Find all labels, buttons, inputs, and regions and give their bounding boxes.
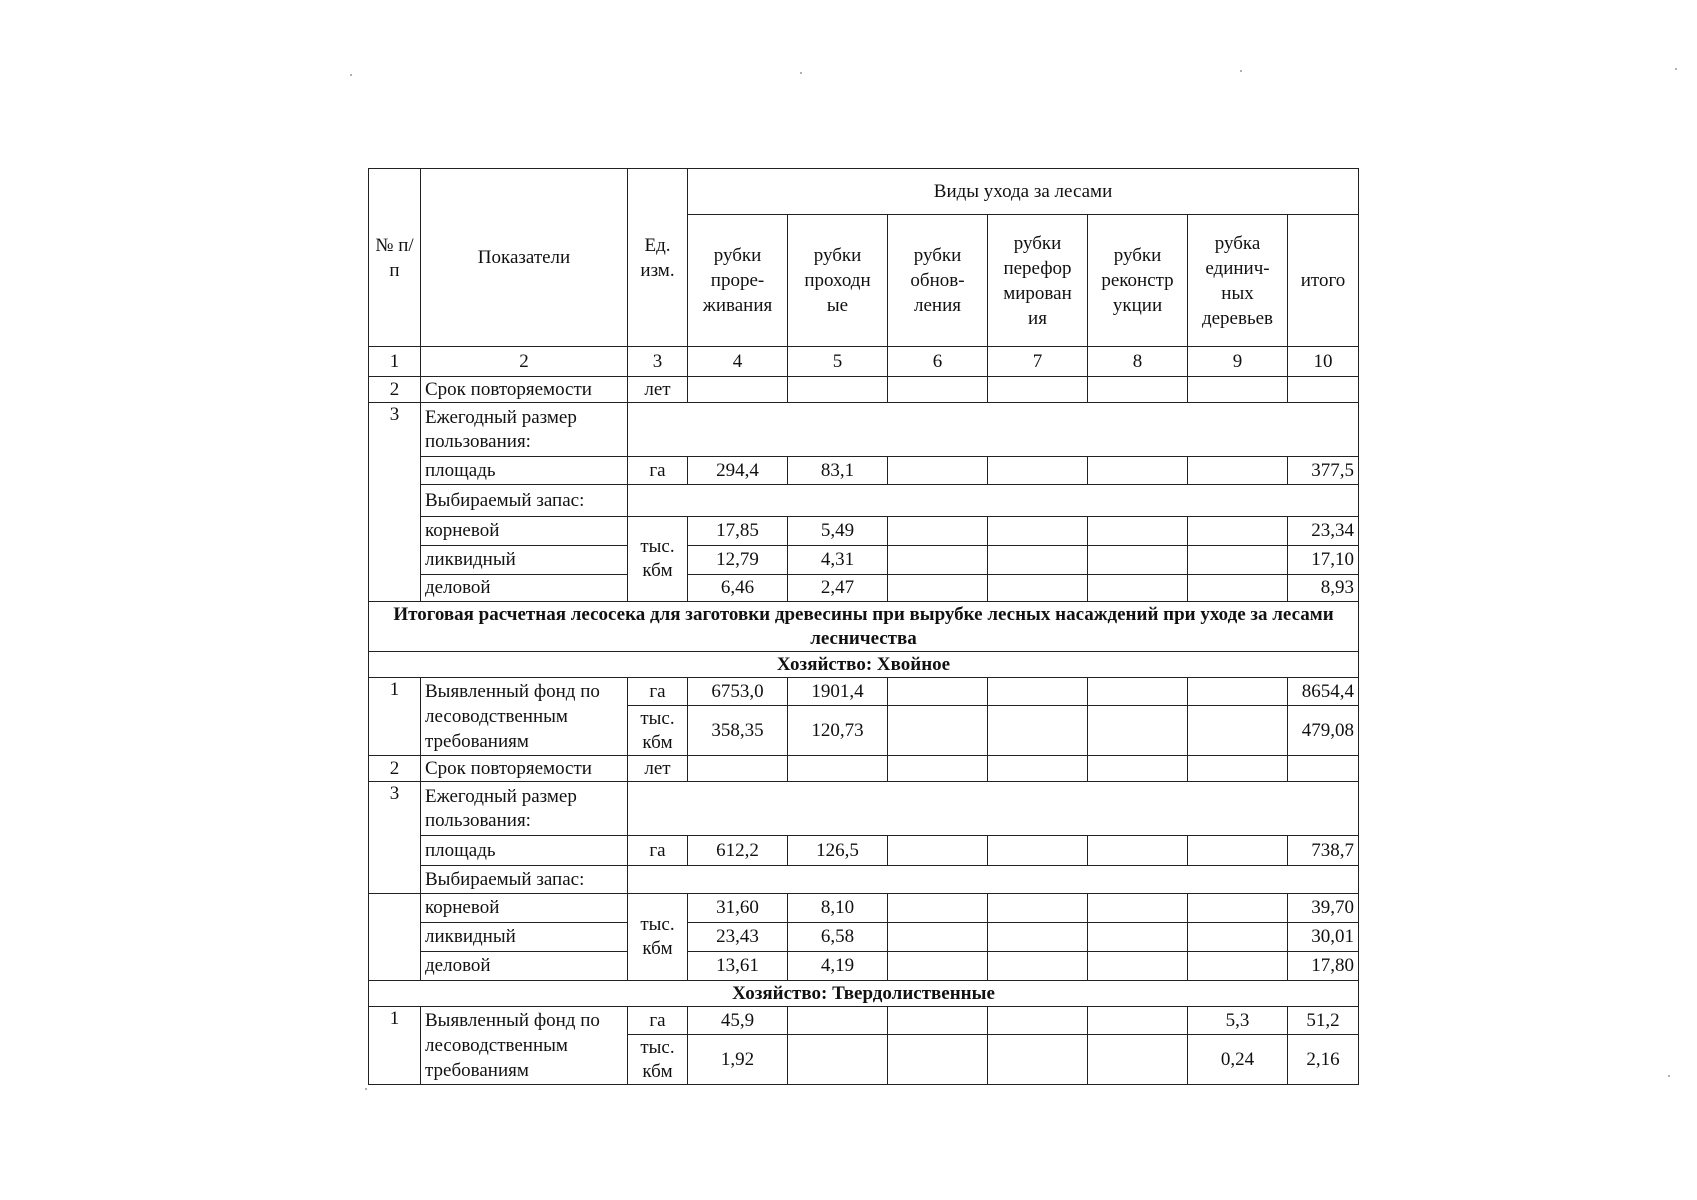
value-cell: 120,73	[788, 706, 888, 756]
row-label: Выбираемый запас:	[421, 485, 628, 517]
row-unit: га	[628, 1007, 688, 1035]
value-cell: 83,1	[788, 457, 888, 485]
value-cell: 1,92	[688, 1035, 788, 1085]
table-row	[369, 546, 1359, 575]
row-number: 1	[369, 1007, 421, 1085]
scan-speck	[800, 72, 802, 74]
value-cell: 4,31	[788, 546, 888, 575]
table-row	[369, 952, 1359, 981]
total-cell: 17,10	[1288, 546, 1359, 575]
row-label: площадь	[421, 457, 628, 485]
value-cell: 5,49	[788, 517, 888, 546]
value-cell: 6753,0	[688, 678, 788, 706]
header-type-single-trees: рубка единич- ных деревьев	[1188, 215, 1288, 347]
col-number: 4	[688, 347, 788, 377]
row-unit: тыс. кбм	[628, 706, 688, 756]
col-number: 10	[1288, 347, 1359, 377]
scan-speck	[1675, 68, 1677, 70]
total-cell: 17,80	[1288, 952, 1359, 981]
row-label: деловой	[421, 575, 628, 602]
row-unit: тыс. кбм	[628, 517, 688, 602]
total-cell: 377,5	[1288, 457, 1359, 485]
header-group-title: Виды ухода за лесами	[688, 169, 1359, 215]
value-cell: 126,5	[788, 836, 888, 866]
numbering-row	[369, 347, 1359, 377]
total-cell: 8,93	[1288, 575, 1359, 602]
col-number: 7	[988, 347, 1088, 377]
row-label: Выявленный фонд по лесоводственным требованиям	[421, 1007, 628, 1085]
table-row	[369, 923, 1359, 952]
row-label: корневой	[421, 517, 628, 546]
total-cell: 8654,4	[1288, 678, 1359, 706]
header-col-indicators: Показатели	[421, 169, 628, 347]
value-cell: 2,47	[788, 575, 888, 602]
row-label: площадь	[421, 836, 628, 866]
table-row	[369, 782, 1359, 836]
col-number: 3	[628, 347, 688, 377]
value-cell: 6,58	[788, 923, 888, 952]
col-number: 9	[1188, 347, 1288, 377]
value-cell: 4,19	[788, 952, 888, 981]
section-heading-hardwood: Хозяйство: Твердолиственные	[369, 981, 1359, 1007]
row-label: Выбираемый запас:	[421, 866, 628, 894]
header-type-passage: рубки проходн ые	[788, 215, 888, 347]
value-cell: 13,61	[688, 952, 788, 981]
value-cell: 358,35	[688, 706, 788, 756]
row-number: 1	[369, 678, 421, 756]
total-cell: 23,34	[1288, 517, 1359, 546]
row-label: Срок повторяемости	[421, 377, 628, 403]
section-heading-coniferous: Хозяйство: Хвойное	[369, 652, 1359, 678]
value-cell: 23,43	[688, 923, 788, 952]
table-row	[369, 866, 1359, 894]
header-col-unit: Ед. изм.	[628, 169, 688, 347]
row-label: Выявленный фонд по лесоводственным требованиям	[421, 678, 628, 756]
row-unit: га	[628, 457, 688, 485]
row-number: 3	[369, 782, 421, 894]
total-cell: 51,2	[1288, 1007, 1359, 1035]
table-row	[369, 894, 1359, 923]
table-row	[369, 377, 1359, 403]
value-cell: 6,46	[688, 575, 788, 602]
header-col-num: № п/п	[369, 169, 421, 347]
total-cell: 738,7	[1288, 836, 1359, 866]
row-unit: га	[628, 678, 688, 706]
value-cell: 612,2	[688, 836, 788, 866]
total-cell: 30,01	[1288, 923, 1359, 952]
value-cell: 5,3	[1188, 1007, 1288, 1035]
total-cell: 39,70	[1288, 894, 1359, 923]
header-type-reformation: рубки перефор мирован ия	[988, 215, 1088, 347]
row-unit: тыс. кбм	[628, 1035, 688, 1085]
value-cell: 1901,4	[788, 678, 888, 706]
scan-speck	[1668, 1075, 1670, 1077]
value-cell: 12,79	[688, 546, 788, 575]
row-label: ликвидный	[421, 923, 628, 952]
table-row	[369, 403, 1359, 457]
col-number: 5	[788, 347, 888, 377]
header-type-total: итого	[1288, 215, 1359, 347]
header-type-thinning: рубки проре- живания	[688, 215, 788, 347]
row-number: 3	[369, 403, 421, 602]
table-row	[369, 756, 1359, 782]
table-row	[369, 678, 1359, 706]
value-cell: 17,85	[688, 517, 788, 546]
col-number: 1	[369, 347, 421, 377]
scan-speck	[365, 1088, 367, 1090]
row-label: корневой	[421, 894, 628, 923]
value-cell: 294,4	[688, 457, 788, 485]
table-row	[369, 517, 1359, 546]
header-type-reconstruction: рубки реконстр укции	[1088, 215, 1188, 347]
row-unit: лет	[628, 756, 688, 782]
row-label: деловой	[421, 952, 628, 981]
table-row	[369, 485, 1359, 517]
row-label: ликвидный	[421, 546, 628, 575]
total-cell: 479,08	[1288, 706, 1359, 756]
col-number: 2	[421, 347, 628, 377]
header-type-renewal: рубки обнов- ления	[888, 215, 988, 347]
row-label: Ежегодный размер пользования:	[421, 782, 628, 836]
document-title: Итоговая расчетная лесосека для заготовки древесины при вырубке лесных насаждений при уходе за лесами лесничества	[369, 602, 1359, 652]
row-number: 2	[369, 377, 421, 403]
row-unit: лет	[628, 377, 688, 403]
table-row	[369, 1007, 1359, 1035]
col-number: 6	[888, 347, 988, 377]
row-unit: га	[628, 836, 688, 866]
row-label: Ежегодный размер пользования:	[421, 403, 628, 457]
row-number: 2	[369, 756, 421, 782]
value-cell: 8,10	[788, 894, 888, 923]
forest-care-table	[368, 168, 1359, 1085]
scan-speck	[350, 74, 352, 76]
value-cell: 45,9	[688, 1007, 788, 1035]
table-row	[369, 836, 1359, 866]
total-cell: 2,16	[1288, 1035, 1359, 1085]
row-label: Срок повторяемости	[421, 756, 628, 782]
scan-speck	[1240, 70, 1242, 72]
value-cell: 0,24	[1188, 1035, 1288, 1085]
table-row	[369, 575, 1359, 602]
row-unit: тыс. кбм	[628, 894, 688, 981]
value-cell: 31,60	[688, 894, 788, 923]
table-row	[369, 457, 1359, 485]
col-number: 8	[1088, 347, 1188, 377]
